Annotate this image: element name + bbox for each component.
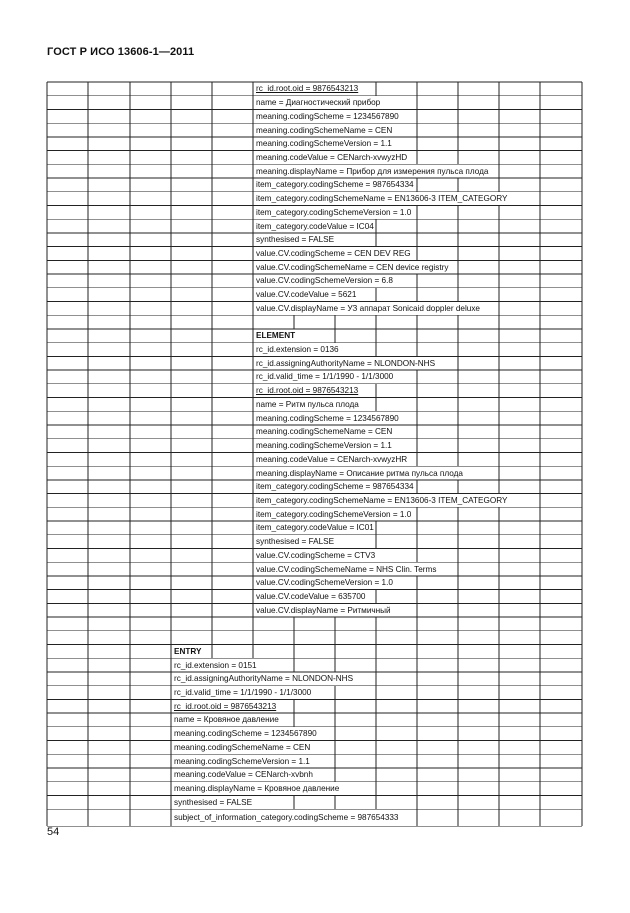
table-row-text: meaning.codingScheme = 1234567890 <box>256 111 399 121</box>
table-row-text: rc_id.valid_time = 1/1/1990 - 1/1/3000 <box>174 688 312 698</box>
table-row-text: rc_id.root.oid = 9876543213 <box>174 701 277 711</box>
table-row-text: synthesised = FALSE <box>256 235 335 245</box>
table-row-text: meaning.displayName = Кровяное давление <box>174 784 340 794</box>
table-row-text: meaning.codingSchemeVersion = 1.1 <box>256 139 392 149</box>
table-row-text: item_category.codeValue = IC01 <box>256 523 374 533</box>
table-row-text: meaning.codingSchemeVersion = 1.1 <box>256 441 392 451</box>
table-row-text: meaning.codingScheme = 1234567890 <box>174 729 317 739</box>
table-row-text: ENTRY <box>174 646 202 656</box>
table-row-text: rc_id.root.oid = 9876543213 <box>256 386 359 396</box>
table-row-text: item_category.codingSchemeName = EN13606-3 ITEM_CATEGORY <box>256 495 508 505</box>
table-row-text: value.CV.displayName = УЗ аппарат Sonicaid doppler deluxe <box>256 303 480 313</box>
table-row-text: synthesised = FALSE <box>256 537 335 547</box>
document-header-title: ГОСТ Р ИСО 13606-1—2011 <box>47 46 195 58</box>
table-row-text: rc_id.valid_time = 1/1/1990 - 1/1/3000 <box>256 372 394 382</box>
table-row-text: rc_id.root.oid = 9876543213 <box>256 84 359 94</box>
table-row-text: value.CV.codingSchemeName = CEN device registry <box>256 262 449 272</box>
table-row-text: synthesised = FALSE <box>174 797 253 807</box>
table-row-text: value.CV.codingScheme = CTV3 <box>256 550 376 560</box>
table-row-text: item_category.codingScheme = 987654334 <box>256 482 414 492</box>
table-row-text: name = Ритм пульса плода <box>256 399 359 409</box>
table-row-text: meaning.codeValue = CENarch-xvbnh <box>174 770 313 780</box>
page-number: 54 <box>47 826 60 838</box>
table-row-text: value.CV.codingSchemeVersion = 6.8 <box>256 276 393 286</box>
table-row-text: name = Диагностический прибор <box>256 98 381 108</box>
table-row-text: meaning.codeValue = CENarch-xvwyzHD <box>256 152 408 162</box>
table-row-text: item_category.codeValue = IC04 <box>256 221 374 231</box>
table-row-text: value.CV.displayName = Ритмичный <box>256 605 391 615</box>
table-row-text: item_category.codingSchemeName = EN13606-3 ITEM_CATEGORY <box>256 194 508 204</box>
table-row-text: value.CV.codingSchemeVersion = 1.0 <box>256 578 393 588</box>
table-row-text: meaning.codingSchemeVersion = 1.1 <box>174 756 310 766</box>
table-row-text: item_category.codingSchemeVersion = 1.0 <box>256 509 412 519</box>
table-row-text: subject_of_information_category.codingScheme = 987654333 <box>174 813 399 823</box>
table-row-text: meaning.codingSchemeName = CEN <box>174 742 311 752</box>
table-row-text: rc_id.extension = 0136 <box>256 345 339 355</box>
table-row-text: rc_id.extension = 0151 <box>174 660 257 670</box>
table-row-text: item_category.codingScheme = 987654334 <box>256 180 414 190</box>
table-row-text: meaning.codingSchemeName = CEN <box>256 125 393 135</box>
table-row-text: meaning.displayName = Описание ритма пульса плода <box>256 468 463 478</box>
table-row-text: ELEMENT <box>256 331 296 341</box>
table-row-text: value.CV.codingScheme = CEN DEV REG <box>256 249 411 258</box>
table-row-text: meaning.codingSchemeName = CEN <box>256 427 393 437</box>
table-row-text: item_category.codingSchemeVersion = 1.0 <box>256 207 412 217</box>
table-row-text: value.CV.codingSchemeName = NHS Clin. Terms <box>256 564 437 574</box>
table-row-text: meaning.displayName = Прибор для измерения пульса плода <box>256 166 489 176</box>
table-row-text: rc_id.assigningAuthorityName = NLONDON-NHS <box>256 358 436 368</box>
table-row-text: name = Кровяное давление <box>174 715 279 725</box>
table-row-text: meaning.codeValue = CENarch-xvwyzHR <box>256 454 408 464</box>
table-row-text: rc_id.assigningAuthorityName = NLONDON-NHS <box>174 674 354 684</box>
table-row-text: meaning.codingScheme = 1234567890 <box>256 413 399 423</box>
table-row-text: value.CV.codeValue = 5621 <box>256 290 357 300</box>
table-row-text: value.CV.codeValue = 635700 <box>256 592 366 601</box>
